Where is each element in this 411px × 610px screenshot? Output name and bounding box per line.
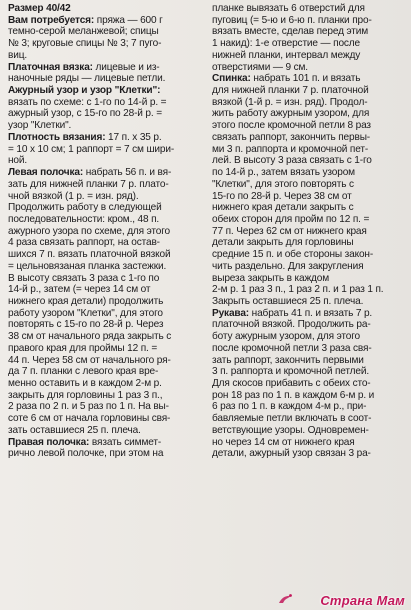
body-text: работу узором "Клетки", для этого <box>8 307 163 319</box>
body-text: ажурный узор, с 15-го по 28-й р. = <box>8 108 162 120</box>
text-line <box>212 261 408 273</box>
text-line <box>212 390 408 402</box>
section-heading: Рукава: <box>212 307 250 319</box>
body-text: планке вывязать 6 отверстий для <box>212 3 365 14</box>
body-text: нижнего края детали закрыть с <box>212 202 354 214</box>
body-text: Закрыть оставшиеся 25 п. плеча. <box>212 295 364 307</box>
section-heading: Спинка: <box>212 73 251 85</box>
text-line <box>8 296 208 308</box>
body-text: последовательности: кром., 48 п. <box>8 213 160 225</box>
body-text: 2 раза по 2 п. и 5 раз по 1 п. На вы- <box>8 401 169 413</box>
body-text: правого края для проймы 12 п. = <box>8 342 158 354</box>
text-line <box>212 425 408 437</box>
text-line <box>212 355 408 367</box>
body-text: 44 п. Через 58 см от начального ря- <box>8 354 171 366</box>
text-line <box>212 85 408 97</box>
body-text: ажурного узора по схеме, для этого <box>8 225 171 237</box>
body-text: детали закрыть для горловины <box>212 237 354 249</box>
body-text: вязать по схеме: с 1-го по 14-й р. = <box>8 96 167 108</box>
text-line <box>8 308 208 320</box>
section-heading: Размер 40/42 <box>8 3 71 14</box>
body-text: для нижней планки 7 р. платочной <box>212 85 369 97</box>
section-heading: Правая полочка: <box>8 436 90 448</box>
body-text: вязать вместе, сделав перед этим <box>212 26 368 38</box>
body-text: пуговиц (= 5-ю и 6-ю п. планки про- <box>212 14 372 26</box>
text-line <box>212 214 408 226</box>
body-text: детали, ажурный узор связан 3 ра- <box>212 448 371 460</box>
text-line <box>8 284 208 296</box>
text-line <box>8 97 208 109</box>
body-text: 3 п. раппорта и кромочной петлей. <box>212 366 370 378</box>
text-line <box>8 331 208 343</box>
text-line <box>8 273 208 285</box>
text-line <box>212 343 408 355</box>
section-heading: Плотность вязания: <box>8 131 106 143</box>
body-text: жить работу ажурным узором, для <box>212 108 370 120</box>
text-line <box>8 15 208 27</box>
body-text: 14-й р., затем (= через 14 см от <box>8 284 151 296</box>
body-text: виц. <box>8 49 27 61</box>
body-text: В высоту связать 3 раза с 1-го по <box>8 272 160 284</box>
body-text: "Клетки", для этого повторять с <box>212 178 354 190</box>
text-line <box>8 85 208 97</box>
body-text: ми 3 п. раппорта и кромочной пет- <box>212 143 369 155</box>
body-text: зать оставшиеся 25 п. плеча. <box>8 424 141 436</box>
text-line <box>212 296 408 308</box>
text-line <box>8 237 208 249</box>
body-text: нижней планки, интервал между <box>212 49 361 61</box>
body-text: отверстиями — 9 см. <box>212 61 308 73</box>
text-line <box>8 425 208 437</box>
text-line <box>212 26 408 38</box>
text-line <box>8 108 208 120</box>
text-line <box>212 179 408 191</box>
body-text: 38 см от начального ряда закрыть с <box>8 331 172 343</box>
text-line <box>212 132 408 144</box>
text-line <box>212 191 408 203</box>
body-text: лей. В высоту 3 раза связать с 1-го <box>212 155 372 167</box>
body-text: нижнего края детали) продолжить <box>8 295 164 307</box>
body-text: 17 п. х 35 р. <box>105 131 162 143</box>
text-line <box>212 284 408 296</box>
text-line <box>212 120 408 132</box>
text-line <box>8 448 208 460</box>
body-text: средние 15 п. и обе стороны закон- <box>212 249 374 261</box>
body-text: после кромочной петли 3 раза свя- <box>212 342 372 354</box>
body-text: пряжа — 600 г <box>94 14 163 26</box>
site-watermark: Страна Мам <box>320 593 405 608</box>
body-text: шихся 7 п. вязать платочной вязкой <box>8 249 171 261</box>
body-text: № 3; круговые спицы № 3; 7 пуго- <box>8 38 162 50</box>
text-line <box>212 108 408 120</box>
text-line <box>8 401 208 413</box>
body-text: соте 6 см от начала горловины свя- <box>8 413 171 425</box>
text-line <box>8 62 208 74</box>
body-text: связать раппорт, закончить первы- <box>212 131 371 143</box>
text-line <box>8 390 208 402</box>
text-line <box>212 97 408 109</box>
text-line <box>212 167 408 179</box>
text-line <box>8 214 208 226</box>
body-text: повторять с 15-го по 28-й р. Через <box>8 319 164 331</box>
body-text: этого после кромочной петли 8 раз <box>212 120 371 132</box>
text-line <box>8 249 208 261</box>
body-text: обеих сторон для пройм по 12 п. = <box>212 213 370 225</box>
text-line <box>8 343 208 355</box>
body-text: 4 раза связать раппорт, на остав- <box>8 237 160 249</box>
body-text: зать раппорт, закончить первыми <box>212 354 364 366</box>
body-text: 2-м р. 1 раз 3 п., 1 раз 2 п. и 1 раз 1 п. <box>212 284 384 296</box>
body-text: 77 п. Через 62 см от нижнего края <box>212 225 367 237</box>
body-text: платочной вязкой. Продолжить ра- <box>212 319 371 331</box>
body-text: темно-серой меланжевой; спицы <box>8 26 159 38</box>
text-line <box>212 401 408 413</box>
body-text: выреза закрыть в каждом <box>212 272 330 284</box>
text-line <box>8 319 208 331</box>
section-heading: Левая полочка: <box>8 167 84 179</box>
text-line <box>212 437 408 449</box>
text-line <box>212 366 408 378</box>
section-heading: Ажурный узор и узор "Клетки": <box>8 85 161 97</box>
text-line <box>212 144 408 156</box>
body-text: набрать 101 п. и вязать <box>250 73 361 85</box>
body-text: набрать 56 п. и вя- <box>83 167 172 179</box>
text-line <box>8 179 208 191</box>
text-line <box>212 202 408 214</box>
body-text: чить раздельно. Для закругления <box>212 260 364 272</box>
text-line <box>8 413 208 425</box>
body-text: боту ажурным узором, для этого <box>212 331 360 343</box>
body-text: узор "Клетки". <box>8 120 72 132</box>
text-line <box>8 132 208 144</box>
body-text: вязкой (1-й р. = изн. ряд). Продол- <box>212 96 368 108</box>
body-text: ной. <box>8 155 28 167</box>
text-line <box>212 273 408 285</box>
text-line <box>8 167 208 179</box>
body-text: закрыть для горловины 1 раз 3 п., <box>8 389 163 401</box>
text-line <box>212 15 408 27</box>
body-text: чной вязкой (1 р. = изн. ряд). <box>8 190 139 202</box>
text-line <box>8 144 208 156</box>
body-text: Продолжить работу в следующей <box>8 202 162 214</box>
text-line <box>8 202 208 214</box>
body-text: по 14-й р., затем вязать узором <box>212 167 355 179</box>
body-text: 1 накид): 1-е отверстие — после <box>212 38 361 50</box>
body-text: 6 раз по 1 п. в каждом 4-м р., при- <box>212 401 367 413</box>
text-line <box>8 355 208 367</box>
body-text: набрать 41 п. и вязать 7 р. <box>249 307 373 319</box>
text-line <box>8 120 208 132</box>
text-line <box>212 50 408 62</box>
text-line <box>8 366 208 378</box>
text-line <box>212 378 408 390</box>
text-line <box>8 378 208 390</box>
text-line <box>212 237 408 249</box>
text-line <box>212 448 408 460</box>
body-text: лицевые и из- <box>92 61 160 73</box>
text-line <box>212 3 408 15</box>
left-column <box>8 3 208 460</box>
body-text: рично левой полочке, при этом на <box>8 448 164 460</box>
text-line <box>212 155 408 167</box>
text-line <box>8 226 208 238</box>
body-text: вязать симмет- <box>89 436 162 448</box>
text-line <box>212 331 408 343</box>
text-line <box>8 155 208 167</box>
stork-logo-icon <box>277 592 293 606</box>
body-text: = 10 х 10 см; 1 раппорт = 7 см шири- <box>8 143 175 155</box>
text-line <box>8 50 208 62</box>
body-text: = цельновязаная планка застежки. <box>8 260 167 272</box>
body-text: ветствующие узоры. Одновремен- <box>212 424 369 436</box>
body-text: да 7 п. планки с левого края вре- <box>8 366 159 378</box>
section-heading: Платочная вязка: <box>8 61 93 73</box>
text-line <box>8 191 208 203</box>
text-line <box>212 413 408 425</box>
body-text: менно оставить и в каждом 2-м р. <box>8 378 162 389</box>
text-line <box>212 249 408 261</box>
text-line <box>8 73 208 85</box>
text-line <box>8 38 208 50</box>
text-line <box>212 62 408 74</box>
right-column <box>212 3 408 460</box>
section-heading: Вам потребуется: <box>8 14 95 26</box>
body-text: Для скосов прибавить с обеих сто- <box>212 378 371 389</box>
text-line <box>212 308 408 320</box>
text-line <box>8 3 208 15</box>
body-text: рон 18 раз по 1 п. в каждом 6-м р. и <box>212 389 375 401</box>
text-line <box>8 26 208 38</box>
body-text: но через 14 см от нижнего края <box>212 436 355 448</box>
text-line <box>212 38 408 50</box>
text-line <box>212 73 408 85</box>
body-text: 15-го по 28-й р. Через 38 см от <box>212 190 352 202</box>
text-line <box>212 319 408 331</box>
text-line <box>212 226 408 238</box>
body-text: наночные ряды — лицевые петли. <box>8 73 166 85</box>
text-line <box>8 437 208 449</box>
text-line <box>8 261 208 273</box>
body-text: бавляемые петли включать в соот- <box>212 413 372 425</box>
body-text: зать для нижней планки 7 р. плато- <box>8 178 169 190</box>
